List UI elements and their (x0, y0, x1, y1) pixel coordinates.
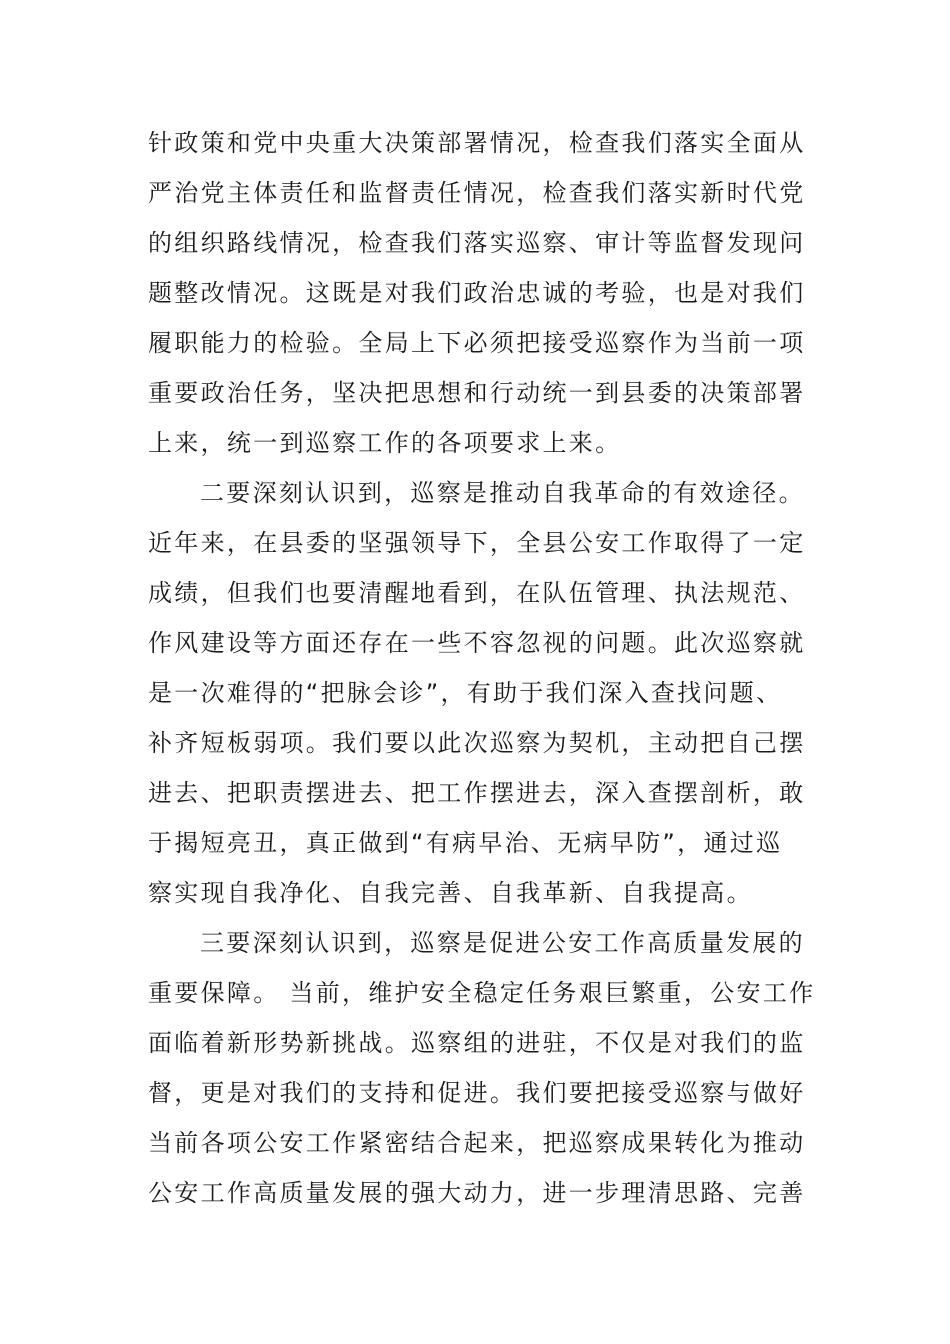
text-line: 进去、把职责摆进去、把工作摆进去，深入查摆剖析，敢 (148, 779, 806, 807)
text-line: 的组织路线情况，检查我们落实巡察、审计等监督发现问 (148, 229, 806, 257)
paragraph (148, 118, 818, 468)
text-line: 于揭短亮丑，真正做到“有病早治、无病早防”，通过巡 (148, 829, 783, 857)
text-line: 公安工作高质量发展的强大动力，进一步理清思路、完善 (148, 1179, 806, 1207)
text-line: 当前各项公安工作紧密结合起来，把巡察成果转化为推动 (148, 1129, 806, 1157)
text-line: 面临着新形势新挑战。巡察组的进驻，不仅是对我们的监 (148, 1029, 806, 1057)
paragraph (148, 918, 818, 1218)
text-line: 是一次难得的“把脉会诊”，有助于我们深入查找问题、 (148, 679, 783, 707)
text-line: 补齐短板弱项。我们要以此次巡察为契机，主动把自己摆 (148, 729, 806, 757)
text-line: 察实现自我净化、自我完善、自我革新、自我提高。 (148, 879, 753, 907)
text-line: 严治党主体责任和监督责任情况，检查我们落实新时代党 (148, 179, 806, 207)
text-line: 成绩，但我们也要清醒地看到，在队伍管理、执法规范、 (148, 579, 806, 607)
text-line: 针政策和党中央重大决策部署情况，检查我们落实全面从 (148, 129, 806, 157)
text-line: 题整改情况。这既是对我们政治忠诚的考验，也是对我们 (148, 279, 806, 307)
text-line: 上来，统一到巡察工作的各项要求上来。 (148, 429, 622, 457)
text-line: 重要保障。 当前，维护安全稳定任务艰巨繁重，公安工作 (148, 979, 816, 1007)
text-line: 履职能力的检验。全局上下必须把接受巡察作为当前一项 (148, 329, 806, 357)
text-line: 作风建设等方面还存在一些不容忽视的问题。此次巡察就 (148, 629, 806, 657)
document-page (148, 118, 818, 1218)
text-line: 督，更是对我们的支持和促进。我们要把接受巡察与做好 (148, 1079, 806, 1107)
paragraph (148, 468, 818, 918)
text-line: 近年来，在县委的坚强领导下，全县公安工作取得了一定 (148, 529, 806, 557)
text-line: 三要深刻认识到，巡察是促进公安工作高质量发展的 (200, 929, 805, 957)
text-line: 二要深刻认识到，巡察是推动自我革命的有效途径。 (200, 479, 805, 507)
text-line: 重要政治任务，坚决把思想和行动统一到县委的决策部署 (148, 379, 806, 407)
